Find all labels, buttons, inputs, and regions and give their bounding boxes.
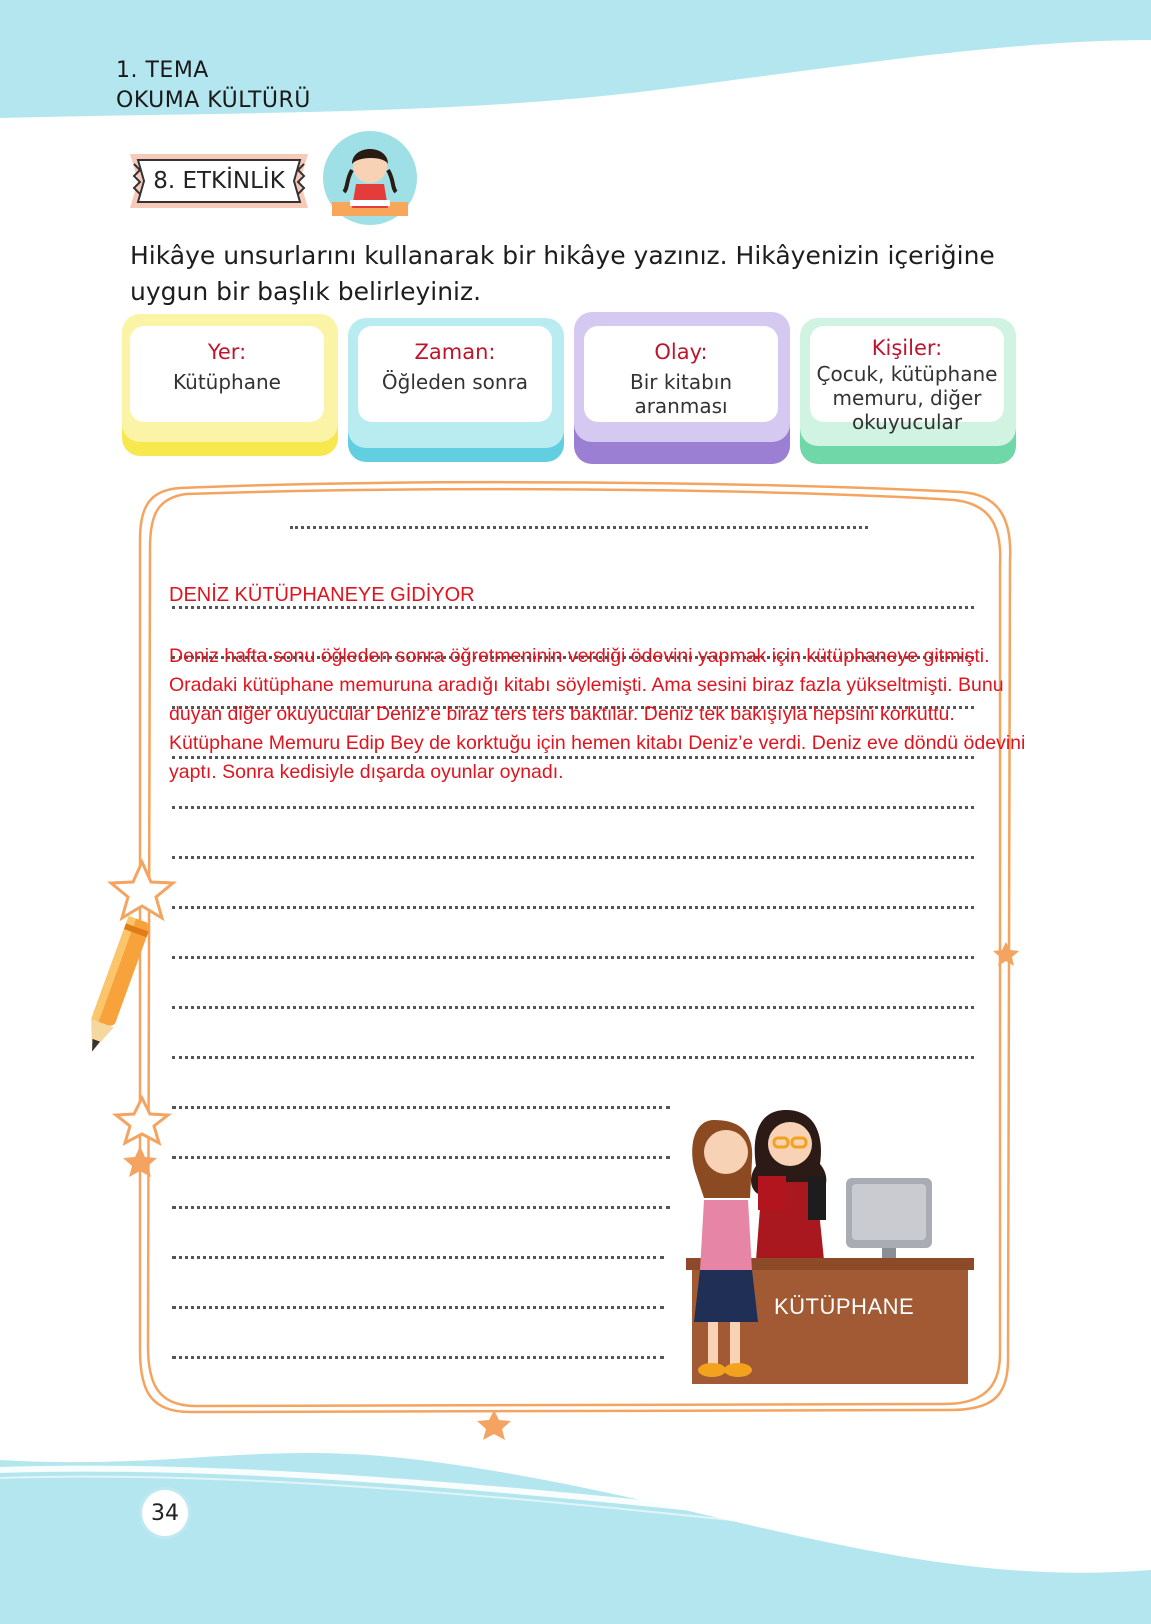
story-title-line[interactable] [290,526,868,529]
library-illustration [686,1100,986,1390]
card-title: Yer: [207,340,247,364]
theme-header [116,56,311,116]
theme-name: OKUMA KÜLTÜRÜ [116,88,311,113]
instructions-text: Hikâye unsurlarını kullanarak bir hikâye yazınız. Hikâyenizin içeriğine uygun bir başlık belirleyiniz. [130,241,995,306]
writing-line[interactable] [172,856,974,859]
card-value: Kütüphane [173,370,281,394]
card-value: Öğleden sonra [381,370,529,394]
card-value: Çocuk, kütüphane memuru, diğer okuyucular [816,362,998,434]
star-icon [993,942,1019,966]
writing-line[interactable] [172,1006,974,1009]
star-icon [116,1098,168,1143]
story-text: Deniz hafta sonu öğleden sonra öğretmeninin verdiği ödevini yapmak için kütüphaneye gitmişti. Oradaki kütüphane memuruna aradığı kitabı söylemişti. Ama sesini biraz fazla yükseltmişti. Bunu duyan diğer okuyucular Deniz’e biraz ters ters baktılar. Deniz tek bakışıyla hepsini korkuttu. Kütüphane Memuru Edip Bey de korktuğu için hemen kitabı Deniz’e verdi. Deniz eve döndü ödevini yaptı. Sonra kedisiyle dışarda oyunlar oynadı. [169,645,1026,783]
card-title: Zaman: [414,340,496,364]
card-time [352,320,558,438]
writing-line[interactable] [172,1106,670,1109]
card-characters [804,320,1010,438]
writing-line[interactable] [172,1206,670,1209]
activity-label: 8. ETKİNLİK [153,168,285,194]
writing-line[interactable] [172,1306,664,1309]
writing-line[interactable] [172,906,974,909]
student-avatar [322,130,418,226]
story-title: DENİZ KÜTÜPHANEYE GİDİYOR [169,584,475,606]
card-title: Kişiler: [871,336,943,360]
writing-line[interactable] [172,806,974,809]
page-number: 34 [142,1490,188,1536]
theme-number: 1. TEMA [116,58,209,83]
card-title: Olay: [654,340,708,364]
writing-line[interactable] [172,1256,664,1259]
writing-line[interactable] [172,956,974,959]
writing-line[interactable] [172,1156,670,1159]
card-value: Bir kitabın aranması [629,370,733,418]
star-icon [477,1410,511,1440]
desk-label: KÜTÜPHANE [774,1294,915,1319]
star-icon [111,862,173,918]
writing-line[interactable] [172,1356,664,1359]
card-place [124,320,330,438]
writing-line[interactable] [172,1056,974,1059]
card-event [578,320,784,438]
